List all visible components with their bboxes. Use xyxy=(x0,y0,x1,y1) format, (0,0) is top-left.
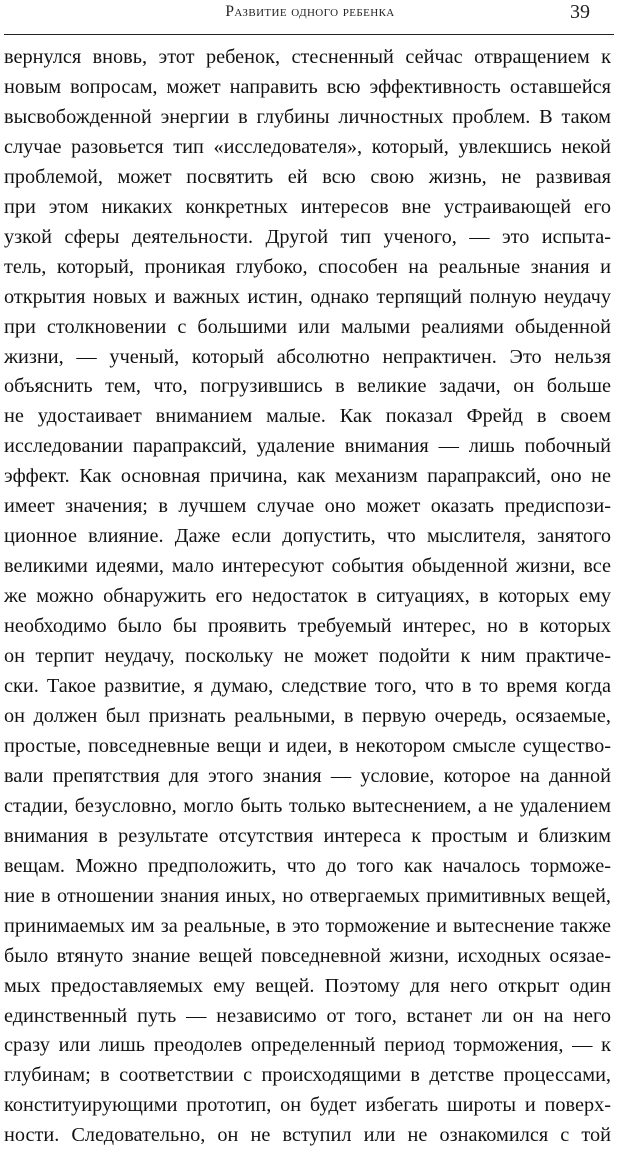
text-line: высвобожденной энергии в глубины личностных проблем. В таком xyxy=(4,105,611,128)
text-line: простые, повседневные вещи и идеи, в некотором смысле существо- xyxy=(4,734,611,757)
text-line: тель, который, проникая глубоко, способен на реальные знания и xyxy=(4,255,611,278)
text-line: объяснить тем, что, погрузившись в великие задачи, он больше xyxy=(4,375,611,398)
text-line: ски. Такое развитие, я думаю, следствие того, что в то время когда xyxy=(4,675,611,698)
text-line: он терпит неудачу, поскольку не может подойти к ним практиче- xyxy=(4,645,611,668)
text-line: было втянуто знание вещей повседневной жизни, исходных осязае- xyxy=(4,944,611,967)
text-line: же можно обнаружить его недостаток в ситуациях, в которых ему xyxy=(4,585,611,608)
body-text xyxy=(4,43,611,1151)
page-number: 39 xyxy=(570,1,590,23)
text-line: при этом никаких конкретных интересов вне устраивающей его xyxy=(4,195,611,218)
text-line: случае разовьется тип «исследователя», который, увлекшись некой xyxy=(4,135,611,158)
text-line: вали препятствия для этого знания — условие, которое на данной xyxy=(4,764,611,787)
text-line: великими идеями, мало интересуют события обыденной жизни, все xyxy=(4,555,611,578)
text-line: узкой сферы деятельности. Другой тип ученого, — это испыта- xyxy=(4,225,611,248)
text-line: проблемой, может посвятить ей всю свою жизнь, не развивая xyxy=(4,165,611,188)
header-rule xyxy=(4,34,614,35)
text-line: эффект. Как основная причина, как механизм парапраксий, оно не xyxy=(4,465,611,488)
text-line: не удостаивает вниманием малые. Как показал Фрейд в своем xyxy=(4,405,611,428)
text-line: новым вопросам, может направить всю эффективность оставшейся xyxy=(4,75,611,98)
text-line: вернулся вновь, этот ребенок, стесненный сейчас отвращением к xyxy=(4,46,611,68)
text-line: ционное влияние. Даже если допустить, что мыслителя, занятого xyxy=(4,525,611,548)
text-line: вещам. Можно предположить, что до того как началось торможе- xyxy=(4,854,611,877)
text-line: сразу или лишь преодолев определенный период торможения, — к xyxy=(4,1034,611,1057)
text-line: он должен был признать реальными, в первую очередь, осязаемые, xyxy=(4,704,611,727)
text-line: внимания в результате отсутствия интереса к простым и близким xyxy=(4,824,611,847)
text-line: принимаемых им за реальные, в это торможение и вытеснение также xyxy=(4,914,611,937)
text-line: конституирующими прототип, он будет избегать широты и поверх- xyxy=(4,1094,611,1117)
text-line: ности. Следовательно, он не вступил или не ознакомился с той xyxy=(4,1124,611,1147)
text-line: жизни, — ученый, который абсолютно непрактичен. Это нельзя xyxy=(4,345,611,368)
page-header xyxy=(0,0,620,40)
text-line: мых предоставляемых ему вещей. Поэтому для него открыт один xyxy=(4,974,611,997)
text-line: имеет значения; в лучшем случае оно может оказать предиспози- xyxy=(4,495,611,518)
text-line: открытия новых и важных истин, однако терпящий полную неудачу xyxy=(4,285,611,308)
text-line: глубинам; в соответствии с происходящими в детстве процессами, xyxy=(4,1064,611,1087)
text-line: единственный путь — независимо от того, встанет ли он на него xyxy=(4,1004,611,1027)
text-line: при столкновении с большими или малыми реалиями обыденной xyxy=(4,315,611,338)
text-line: исследовании парапраксий, удаление внимания — лишь побочный xyxy=(4,435,611,458)
text-line: ние в отношении знания иных, но отвергаемых примитивных вещей, xyxy=(4,884,611,907)
text-line: стадии, безусловно, могло быть только вытеснением, а не удалением xyxy=(4,794,611,817)
running-title: Развитие одного ребенка xyxy=(225,3,395,20)
text-line: необходимо было бы проявить требуемый интерес, но в которых xyxy=(4,615,611,638)
